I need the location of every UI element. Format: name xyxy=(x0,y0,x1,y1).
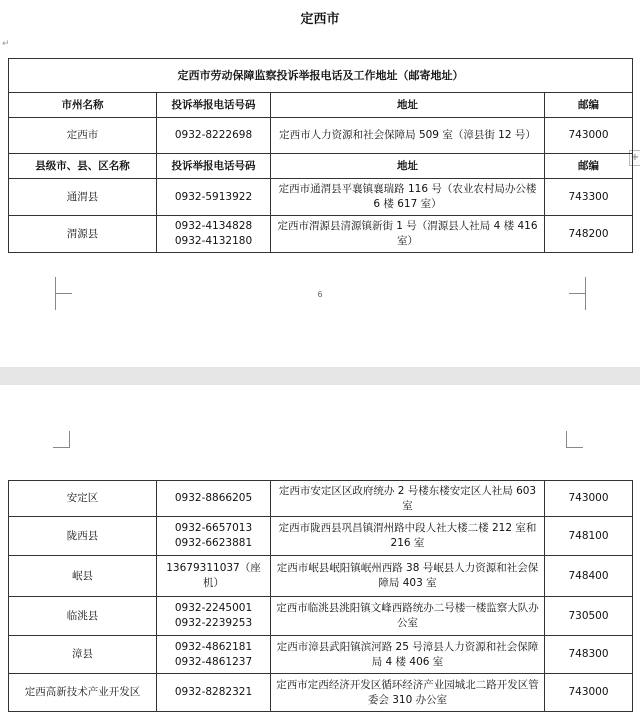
header-phone: 投诉举报电话号码 xyxy=(157,93,271,118)
row-address: 定西市定西经济开发区循环经济产业园城北二路开发区管委会 310 办公室 xyxy=(271,674,545,712)
row-phone: 0932-5913922 xyxy=(157,179,271,216)
row-name: 岷县 xyxy=(9,556,157,597)
table-caption: 定西市劳动保障监察投诉举报电话及工作地址（邮寄地址） xyxy=(9,59,633,93)
row-address: 定西市人力资源和社会保障局 509 室（漳县街 12 号） xyxy=(271,118,545,154)
phone-line: 0932-4132180 xyxy=(174,235,253,247)
row-name: 漳县 xyxy=(9,636,157,674)
row-name: 安定区 xyxy=(9,481,157,517)
row-postcode: 748300 xyxy=(545,636,633,674)
row-address: 定西市临洮县洮阳镇文峰西路统办二号楼一楼监察大队办公室 xyxy=(271,597,545,636)
row-phone xyxy=(157,636,271,674)
row-name: 定西高新技术产业开发区 xyxy=(9,674,157,712)
row-phone: 0932-8866205 xyxy=(157,481,271,517)
row-phone xyxy=(157,597,271,636)
row-address: 定西市漳县武阳镇滨河路 25 号漳县人力资源和社会保障局 4 楼 406 室 xyxy=(271,636,545,674)
phone-line: 0932-6623881 xyxy=(174,537,253,549)
row-phone: 0932-8222698 xyxy=(157,118,271,154)
row-phone: 0932-8282321 xyxy=(157,674,271,712)
phone-line: 0932-2245001 xyxy=(174,602,253,614)
row-phone xyxy=(157,216,271,253)
subheader-postcode: 邮编 xyxy=(545,154,633,179)
table-row xyxy=(9,118,633,154)
row-postcode: 730500 xyxy=(545,597,633,636)
row-postcode: 748200 xyxy=(545,216,633,253)
subheader-address: 地址 xyxy=(271,154,545,179)
row-postcode: 748400 xyxy=(545,556,633,597)
document-page-2 xyxy=(0,385,640,725)
page-gap xyxy=(0,367,640,385)
table-row xyxy=(9,636,633,674)
row-postcode: 743300 xyxy=(545,179,633,216)
table-row xyxy=(9,674,633,712)
phone-line: 0932-4134828 xyxy=(174,220,253,232)
row-name: 临洮县 xyxy=(9,597,157,636)
header-address: 地址 xyxy=(271,93,545,118)
row-name: 通渭县 xyxy=(9,179,157,216)
labor-inspection-table-part-1 xyxy=(8,58,633,253)
row-postcode: 743000 xyxy=(545,481,633,517)
table-subheader-row xyxy=(9,154,633,179)
subheader-phone: 投诉举报电话号码 xyxy=(157,154,271,179)
row-postcode: 743000 xyxy=(545,118,633,154)
row-address: 定西市陇西县巩昌镇渭州路中段人社大楼二楼 212 室和 216 室 xyxy=(271,517,545,556)
header-city-name: 市州名称 xyxy=(9,93,157,118)
paragraph-marker-icon: ↵ xyxy=(2,39,10,49)
row-phone: 13679311037（座机） xyxy=(157,556,271,597)
subheader-county-name: 县级市、县、区名称 xyxy=(9,154,157,179)
page-corner-mark xyxy=(53,431,70,448)
row-name: 定西市 xyxy=(9,118,157,154)
row-address: 定西市安定区区政府统办 2 号楼东楼安定区人社局 603 室 xyxy=(271,481,545,517)
row-address: 定西市渭源县清源镇新街 1 号（渭源县人社局 4 楼 416 室） xyxy=(271,216,545,253)
table-row xyxy=(9,481,633,517)
row-phone xyxy=(157,517,271,556)
table-row xyxy=(9,556,633,597)
row-name: 陇西县 xyxy=(9,517,157,556)
page-number: 6 xyxy=(317,290,323,299)
table-row xyxy=(9,216,633,253)
row-postcode: 748100 xyxy=(545,517,633,556)
row-postcode: 743000 xyxy=(545,674,633,712)
add-row-icon[interactable]: + xyxy=(629,150,640,166)
phone-line: 0932-6657013 xyxy=(174,522,253,534)
header-postcode: 邮编 xyxy=(545,93,633,118)
page-title: 定西市 xyxy=(300,12,340,27)
phone-line: 0932-4861237 xyxy=(174,655,253,668)
table-row xyxy=(9,517,633,556)
row-address: 定西市岷县岷阳镇岷州西路 38 号岷县人力资源和社会保障局 403 室 xyxy=(271,556,545,597)
page-corner-mark xyxy=(566,431,583,448)
table-header-row xyxy=(9,93,633,118)
table-row xyxy=(9,597,633,636)
labor-inspection-table-part-2 xyxy=(8,480,633,712)
row-name: 渭源县 xyxy=(9,216,157,253)
table-row xyxy=(9,179,633,216)
phone-line: 0932-2239253 xyxy=(174,617,253,629)
phone-line: 0932-4862181 xyxy=(174,640,253,653)
row-address: 定西市通渭县平襄镇襄瑞路 116 号（农业农村局办公楼 6 楼 617 室） xyxy=(271,179,545,216)
